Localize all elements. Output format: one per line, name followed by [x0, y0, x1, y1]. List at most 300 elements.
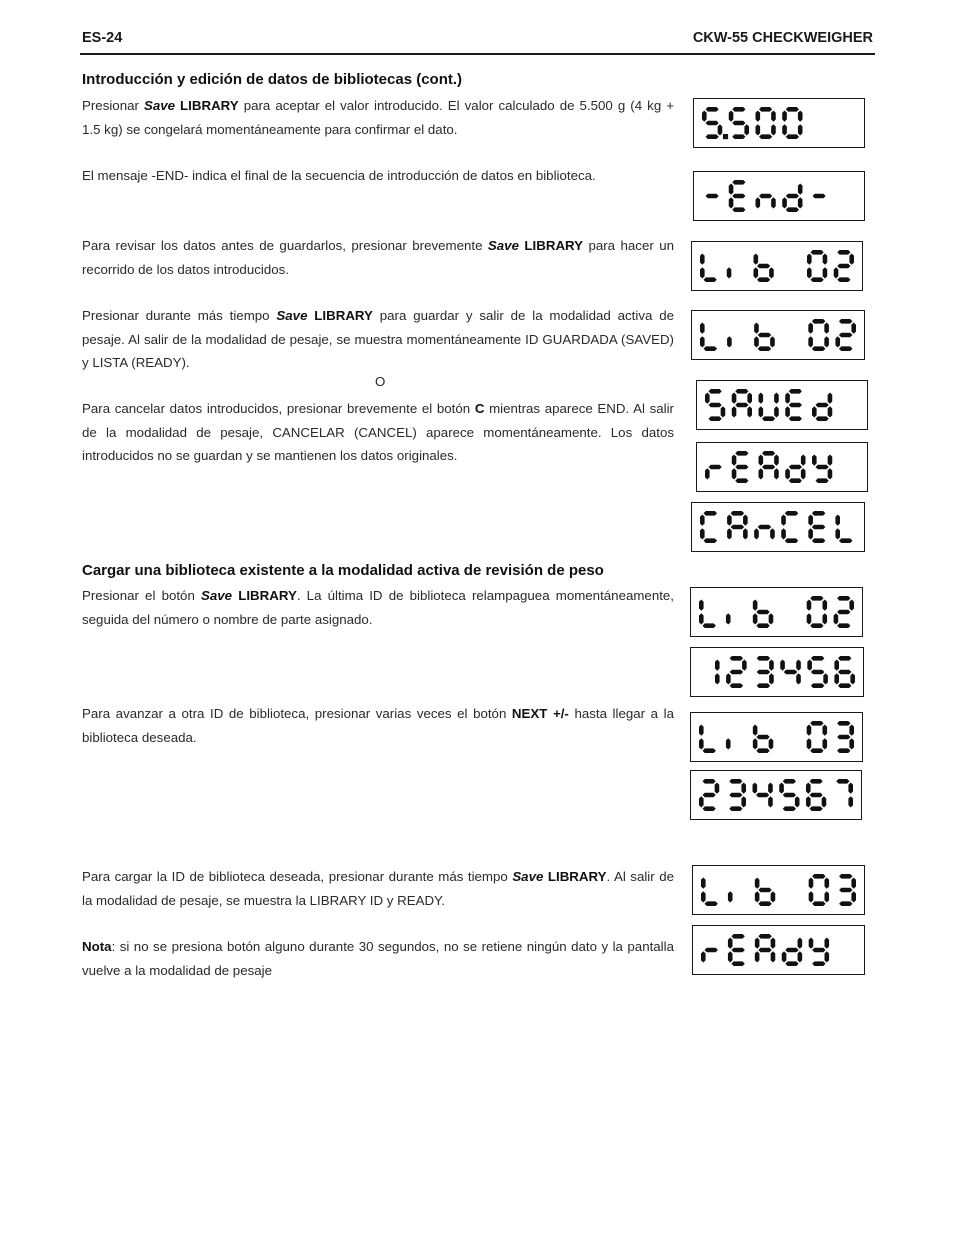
lcd-segment	[758, 948, 771, 953]
lcd-segment	[709, 416, 722, 421]
section-heading-library-entry: Introducción y edición de datos de bibliotecas (cont.)	[82, 71, 463, 88]
lcd-segment	[785, 538, 799, 543]
lcd-segment	[779, 783, 784, 794]
lcd-segment	[729, 806, 742, 811]
lcd-segment	[811, 683, 825, 688]
lcd-segments	[697, 443, 867, 491]
product-title: CKW-55 CHECKWEIGHER	[692, 30, 873, 46]
lcd-segment	[731, 948, 744, 953]
lcd-segment	[732, 455, 737, 466]
lcd-segment	[735, 478, 748, 483]
lcd-segment	[769, 673, 774, 684]
lcd-segment	[759, 107, 772, 112]
lcd-segment	[700, 254, 705, 265]
lcd-segment	[701, 891, 706, 902]
lcd-segment	[789, 465, 802, 470]
lcd-segment	[783, 793, 796, 798]
lcd-segment	[837, 721, 850, 726]
lcd-segment	[704, 277, 717, 282]
lcd-segment	[705, 901, 718, 906]
lcd-segment	[757, 683, 771, 688]
lcd-segment	[732, 134, 745, 139]
lcd-segment	[756, 197, 761, 208]
lcd-segment	[727, 336, 732, 347]
lcd-segment	[822, 613, 827, 624]
lcd-segment	[735, 451, 748, 456]
lcd-segment	[743, 515, 748, 526]
lcd-segment	[703, 806, 716, 811]
lcd-segment	[837, 596, 850, 601]
lcd-segment	[837, 735, 850, 740]
lcd-segment	[756, 793, 769, 798]
lcd-segment	[705, 468, 710, 479]
lcd-segment	[798, 197, 803, 208]
lcd-segment	[756, 111, 761, 122]
lcd-segment	[839, 901, 852, 906]
lcd-segment	[768, 796, 773, 807]
lcd-segment	[810, 779, 823, 784]
lcd-segment	[703, 779, 716, 784]
lcd-segment	[754, 528, 759, 539]
lcd-segments	[691, 648, 863, 696]
lcd-segment	[838, 656, 852, 661]
lcd-segment	[706, 107, 719, 112]
lcd-segment	[812, 961, 825, 966]
lcd-segment	[824, 951, 829, 962]
lcd-display-value	[693, 98, 865, 148]
lcd-segment	[715, 660, 720, 671]
lcd-segment	[808, 528, 813, 539]
lcd-segment	[851, 323, 856, 334]
lcd-segment	[754, 267, 759, 278]
lcd-segment	[774, 455, 779, 466]
lcd-segment	[806, 796, 811, 807]
lcd-segment	[807, 600, 812, 611]
lcd-segment	[771, 891, 776, 902]
lcd-segment	[837, 610, 850, 615]
paragraph-end-message: El mensaje -END- indica el final de la secuencia de introducción de datos en biblioteca.	[82, 168, 596, 183]
lcd-segment	[810, 721, 823, 726]
lcd-segment	[801, 455, 806, 466]
lcd-segments	[692, 503, 864, 551]
lcd-segment	[729, 197, 734, 208]
lcd-segments	[697, 381, 867, 429]
lcd-segment	[809, 878, 814, 889]
lcd-segment	[741, 783, 746, 794]
lcd-segments	[691, 713, 862, 761]
lcd-segment	[730, 683, 744, 688]
lcd-segment	[809, 891, 814, 902]
lcd-segment	[769, 660, 774, 671]
lcd-segment	[823, 254, 828, 265]
paragraph-load-library: Presionar el botón Save LIBRARY. La última ID de biblioteca relampaguea momentáneamente, seguida del número o nombre de parte asignado.	[82, 588, 675, 627]
lcd-segment	[756, 610, 769, 615]
lcd-segment	[700, 267, 705, 278]
lcd-segment	[806, 783, 811, 794]
lcd-segment	[699, 725, 704, 736]
lcd-segment	[828, 468, 833, 479]
lcd-segment	[700, 323, 705, 334]
lcd-segment	[783, 806, 796, 811]
lcd-segment	[849, 254, 854, 265]
lcd-segment	[731, 934, 744, 939]
lcd-segment	[789, 389, 802, 394]
lcd-segment	[789, 416, 802, 421]
lcd-segment	[758, 525, 772, 530]
lcd-segment	[789, 478, 802, 483]
lcd-segment	[851, 878, 856, 889]
paragraph-accept-value: Presionar Save LIBRARY para aceptar el valor introducido. El valor calculado de 5.500 g (4 kg + 1.5 kg) se congelará momentáneamente para confirmar el dato.	[82, 98, 675, 137]
lcd-segment	[810, 748, 823, 753]
lcd-display-lib03	[690, 712, 863, 762]
lcd-segment	[786, 194, 799, 199]
lcd-segment	[715, 783, 720, 794]
lcd-segment	[812, 948, 825, 953]
lcd-segment	[769, 613, 774, 624]
lcd-segment	[729, 779, 742, 784]
lcd-segment	[781, 515, 786, 526]
lcd-segment	[816, 465, 829, 470]
lcd-segment	[850, 673, 855, 684]
lcd-segment	[786, 207, 799, 212]
lcd-segment	[816, 478, 829, 483]
lcd-segment	[839, 319, 853, 324]
lcd-segment	[839, 333, 853, 338]
lcd-segment	[728, 951, 733, 962]
lcd-segment	[730, 670, 744, 675]
lcd-segment	[769, 267, 774, 278]
lcd-segment	[727, 528, 732, 539]
lcd-segment	[813, 194, 826, 199]
lcd-segment	[848, 796, 853, 807]
lcd-display-lib02	[691, 310, 865, 360]
lcd-segment	[811, 656, 825, 661]
lcd-segment	[754, 323, 759, 334]
lcd-segment	[824, 336, 829, 347]
lcd-segment	[807, 613, 812, 624]
lcd-segment	[834, 673, 839, 684]
lcd-segment	[753, 725, 758, 736]
lcd-segment	[768, 783, 773, 794]
lcd-segment	[705, 948, 718, 953]
lcd-segment	[798, 111, 803, 122]
lcd-segment	[731, 961, 744, 966]
lcd-segment	[837, 623, 850, 628]
lcd-segment	[729, 184, 734, 195]
lcd-segment	[754, 336, 759, 347]
lcd-segment	[758, 901, 771, 906]
lcd-display-cancel	[691, 502, 865, 552]
lcd-segment	[747, 406, 752, 417]
lcd-segment	[755, 891, 760, 902]
lcd-segment	[756, 623, 769, 628]
or-separator: O	[375, 374, 386, 389]
lcd-segment	[758, 888, 771, 893]
lcd-segment	[828, 455, 833, 466]
lcd-segment	[807, 738, 812, 749]
lcd-segment	[824, 323, 829, 334]
lcd-segment	[757, 670, 771, 675]
lcd-segment	[798, 951, 803, 962]
lcd-segment	[774, 406, 779, 417]
lcd-display-end	[693, 171, 865, 221]
lcd-segment	[811, 277, 824, 282]
lcd-display-lib03	[692, 865, 865, 915]
lcd-segment	[771, 938, 776, 949]
lcd-segment	[782, 111, 787, 122]
lcd-segment	[730, 656, 744, 661]
lcd-segment	[828, 406, 833, 417]
lcd-segment	[700, 336, 705, 347]
lcd-segment	[795, 796, 800, 807]
lcd-segment	[786, 134, 799, 139]
lcd-segment	[836, 779, 849, 784]
lcd-segment	[728, 938, 733, 949]
lcd-segment	[699, 738, 704, 749]
lcd-segment	[849, 600, 854, 611]
lcd-segment	[756, 124, 761, 135]
lcd-segment	[709, 403, 722, 408]
lcd-segment	[732, 393, 737, 404]
lcd-segment	[811, 670, 825, 675]
lcd-segment	[755, 938, 760, 949]
lcd-segment	[703, 623, 716, 628]
lcd-segment	[753, 738, 758, 749]
lcd-segment	[706, 194, 719, 199]
lcd-segment	[726, 738, 731, 749]
lcd-display-part-number	[690, 770, 862, 820]
lcd-segment	[735, 389, 748, 394]
lcd-segment	[762, 451, 775, 456]
lcd-segment	[727, 515, 732, 526]
lcd-display-lib02	[691, 241, 863, 291]
lcd-segment	[770, 336, 775, 347]
lcd-segment	[838, 670, 852, 675]
lcd-segment	[798, 938, 803, 949]
lcd-segment	[828, 393, 833, 404]
lcd-display-ready	[696, 442, 868, 492]
lcd-segment	[835, 528, 840, 539]
lcd-segment	[759, 455, 764, 466]
lcd-segment	[824, 891, 829, 902]
lcd-segment	[699, 796, 704, 807]
lcd-segment	[704, 346, 718, 351]
lcd-segment	[703, 793, 716, 798]
lcd-segment	[834, 613, 839, 624]
paragraph-cancel: Para cancelar datos introducidos, presionar brevemente el botón C mientras aparece END. Al salir de la modalidad de pesaje, CANCELAR (CANCEL) aparece momentáneamente. Los datos introducidos no se guardan y se mantienen los datos originales.	[82, 401, 674, 463]
lcd-segment	[759, 134, 772, 139]
lcd-segment	[839, 538, 853, 543]
lcd-segment	[782, 951, 787, 962]
paragraph-save-exit: Presionar durante más tiempo Save LIBRARY para guardar y salir de la modalidad activa de pesaje. Al salir de la modalidad de pesaje, se muestra momentáneamente ID GUARDADA (SAVED) y LISTA (READY).	[82, 308, 674, 370]
lcd-segment	[699, 600, 704, 611]
lcd-segment	[816, 416, 829, 421]
lcd-segment	[754, 254, 759, 265]
lcd-segment	[837, 277, 850, 282]
lcd-segment	[782, 124, 787, 135]
lcd-segments	[692, 242, 862, 290]
lcd-segment	[796, 660, 801, 671]
lcd-segment	[732, 180, 745, 185]
lcd-segment	[721, 406, 726, 417]
lcd-segment	[755, 878, 760, 889]
lcd-segment	[699, 613, 704, 624]
lcd-segment	[812, 901, 825, 906]
lcd-segment	[838, 683, 852, 688]
lcd-segment	[822, 600, 827, 611]
lcd-segment	[735, 465, 748, 470]
paragraph-next-library: Para avanzar a otra ID de biblioteca, presionar varias veces el botón NEXT +/- hasta llegar a la biblioteca deseada.	[82, 706, 674, 745]
lcd-segment	[704, 538, 718, 543]
lcd-segment	[771, 197, 776, 208]
lcd-segment	[808, 515, 813, 526]
lcd-segment	[835, 515, 840, 526]
lcd-segment	[755, 951, 760, 962]
lcd-segment	[849, 738, 854, 749]
lcd-segment	[807, 725, 812, 736]
lcd-segment	[771, 111, 776, 122]
lcd-segment	[796, 673, 801, 684]
lcd-segment	[812, 319, 826, 324]
lcd-segment	[812, 455, 817, 466]
lcd-segments	[693, 926, 864, 974]
lcd-segment	[762, 465, 775, 470]
lcd-segment	[728, 891, 733, 902]
lcd-segment	[705, 393, 710, 404]
lcd-segment	[807, 254, 812, 265]
lcd-segment	[706, 121, 719, 126]
lcd-segment	[702, 111, 707, 122]
lcd-segment	[823, 267, 828, 278]
lcd-segment	[726, 673, 731, 684]
lcd-segment	[758, 333, 772, 338]
lcd-segment	[770, 528, 775, 539]
paragraph-note: Nota: si no se presiona botón alguno durante 30 segundos, no se retiene ningún dato y la pantalla vuelve a la modalidad de pesaje	[82, 939, 674, 978]
lcd-segment	[774, 393, 779, 404]
lcd-display-part-number	[690, 647, 864, 697]
lcd-segment	[753, 613, 758, 624]
lcd-segment	[808, 323, 813, 334]
lcd-segment	[701, 951, 706, 962]
lcd-segment	[839, 888, 852, 893]
lcd-segment	[759, 393, 764, 404]
lcd-segments	[691, 771, 861, 819]
lcd-segment	[715, 673, 720, 684]
lcd-segment	[812, 511, 826, 516]
lcd-segment	[700, 528, 705, 539]
lcd-segment	[823, 673, 828, 684]
lcd-segment	[727, 267, 732, 278]
lcd-segment	[731, 511, 745, 516]
lcd-segment	[810, 596, 823, 601]
lcd-segment	[785, 948, 798, 953]
lcd-segment	[839, 874, 852, 879]
lcd-segment	[837, 264, 850, 269]
lcd-segment	[709, 465, 722, 470]
lcd-segment	[759, 406, 764, 417]
lcd-segment	[759, 468, 764, 479]
lcd-segment	[703, 748, 716, 753]
lcd-display-lib02	[690, 587, 863, 637]
lcd-display-ready	[692, 925, 865, 975]
lcd-segment	[753, 783, 758, 794]
lcd-segments	[691, 588, 862, 636]
lcd-segment	[741, 796, 746, 807]
lcd-segment	[732, 207, 745, 212]
lcd-segment	[837, 748, 850, 753]
lcd-segment	[759, 194, 772, 199]
lcd-segment	[822, 725, 827, 736]
header-divider	[80, 53, 875, 55]
lcd-display-saved	[696, 380, 868, 430]
lcd-segment	[729, 111, 734, 122]
lcd-segment	[839, 346, 853, 351]
lcd-segment	[809, 938, 814, 949]
lcd-segment	[812, 538, 826, 543]
lcd-segment	[848, 783, 853, 794]
lcd-segment	[757, 264, 770, 269]
lcd-segment	[731, 525, 745, 530]
section-heading-load-library: Cargar una biblioteca existente a la modalidad activa de revisión de peso	[82, 562, 604, 579]
lcd-segment	[785, 511, 799, 516]
lcd-segment	[732, 468, 737, 479]
lcd-segment	[774, 468, 779, 479]
lcd-segment	[756, 735, 769, 740]
lcd-segments	[694, 172, 864, 220]
lcd-segment	[812, 406, 817, 417]
lcd-segment	[706, 134, 719, 139]
lcd-segment	[822, 738, 827, 749]
lcd-segment	[732, 406, 737, 417]
lcd-segment	[709, 389, 722, 394]
lcd-segment	[798, 124, 803, 135]
paragraph-load-selected: Para cargar la ID de biblioteca deseada, presionar durante más tiempo Save LIBRARY. Al salir de la modalidad de pesaje, se muestra la LIBRARY ID y READY.	[82, 869, 674, 908]
lcd-segment	[786, 107, 799, 112]
lcd-segment	[789, 403, 802, 408]
lcd-segment	[837, 250, 850, 255]
lcd-segment	[783, 779, 796, 784]
lcd-segment	[700, 515, 705, 526]
lcd-segment	[762, 416, 775, 421]
lcd-segment	[771, 951, 776, 962]
lcd-segment	[812, 346, 826, 351]
lcd-segments	[694, 99, 864, 147]
lcd-segment	[807, 267, 812, 278]
lcd-segment	[757, 656, 771, 661]
lcd-segment	[801, 468, 806, 479]
lcd-segment	[704, 511, 718, 516]
lcd-segment	[780, 660, 785, 671]
lcd-segment	[785, 961, 798, 966]
lcd-segment	[807, 660, 812, 671]
lcd-segment	[822, 796, 827, 807]
lcd-segment	[851, 891, 856, 902]
lcd-segment	[834, 660, 839, 671]
lcd-segment	[784, 670, 798, 675]
lcd-segment	[824, 938, 829, 949]
lcd-segment	[798, 184, 803, 195]
lcd-segment	[811, 250, 824, 255]
lcd-segment	[732, 194, 745, 199]
lcd-segment	[756, 748, 769, 753]
lcd-segment	[744, 124, 749, 135]
lcd-segment	[824, 878, 829, 889]
lcd-segment	[810, 806, 823, 811]
lcd-segment	[726, 613, 731, 624]
lcd-segment	[782, 197, 787, 208]
lcd-segment	[735, 403, 748, 408]
lcd-segment	[732, 121, 745, 126]
